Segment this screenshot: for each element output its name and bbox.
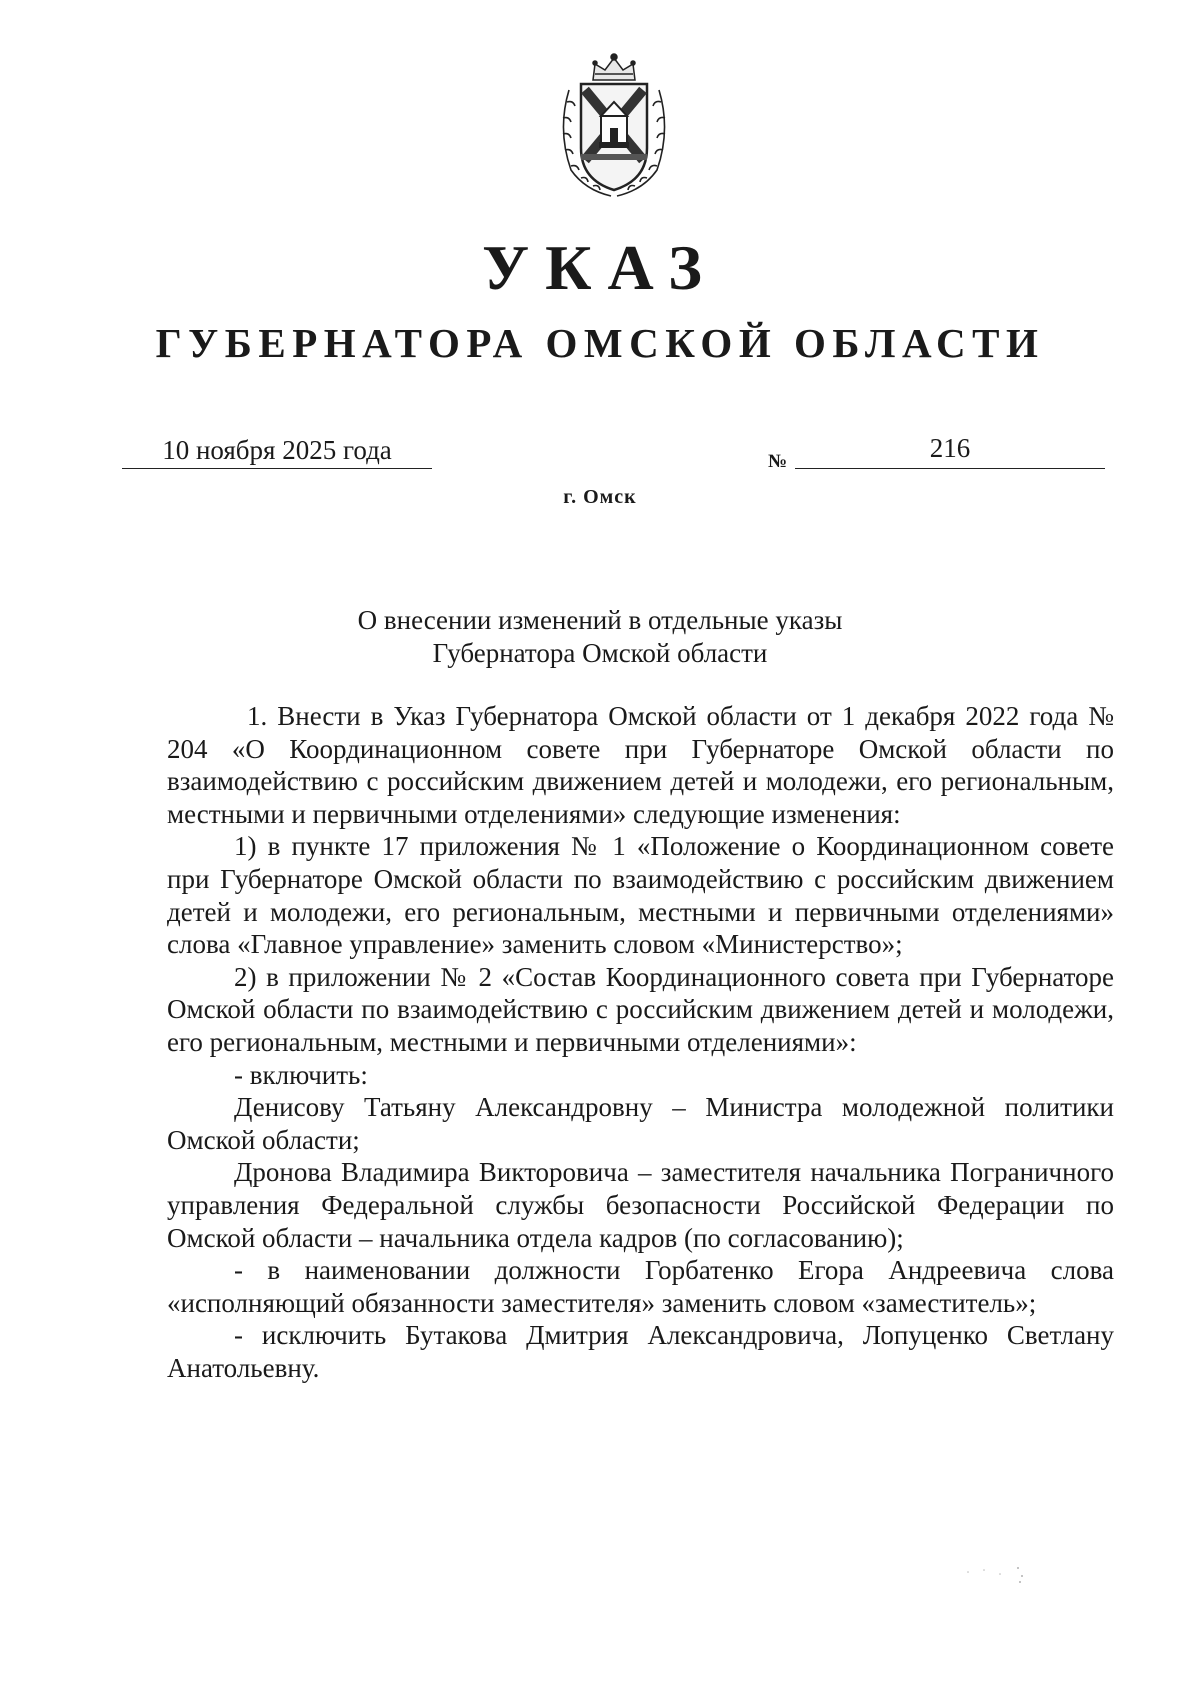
paragraph-5: Денисову Татьяну Александровну – Министра молодежной политики Омской области;	[167, 1092, 1114, 1155]
scan-artifact	[960, 1560, 1060, 1590]
number-underline	[795, 468, 1105, 469]
paragraph-1: 1. Внести в Указ Губернатора Омской области от 1 декабря 2022 года № 204 «О Координационном совете при Губернаторе Омской области по взаимодействию с российским движением детей и молодежи, его региональным, местными и первичными отделениями» следующие изменения:	[167, 701, 1114, 829]
document-city: г. Омск	[563, 486, 637, 508]
paragraph-6: Дронова Владимира Викторовича – заместителя начальника Пограничного управления Федеральной службы безопасности Российской Федерации по Омской области – начальника отдела кадров (по согласованию);	[167, 1157, 1114, 1253]
document-title: УКАЗ	[482, 232, 718, 303]
crown-icon	[593, 54, 635, 80]
paragraph-3: 2) в приложении № 2 «Состав Координационного совета при Губернаторе Омской области по взаимодействию с российским движением детей и молодежи, его региональным, местными и первичными отделениями»:	[167, 961, 1114, 1057]
heading-line-1: О внесении изменений в отдельные указы	[357, 605, 843, 635]
paragraph-7: - в наименовании должности Горбатенко Егора Андреевича слова «исполняющий обязанности заместителя» заменить словом «заместитель»;	[167, 1255, 1114, 1318]
date-underline	[122, 468, 432, 469]
number-sign: №	[768, 451, 788, 472]
coat-of-arms-emblem	[555, 50, 673, 200]
document-heading	[0, 604, 1200, 670]
paragraph-8: - исключить Бутакова Дмитрия Александровича, Лопуценко Светлану Анатольевну.	[167, 1320, 1114, 1383]
document-number: 216	[929, 433, 971, 463]
document-subtitle: ГУБЕРНАТОРА ОМСКОЙ ОБЛАСТИ	[155, 320, 1045, 366]
heading-line-2: Губернатора Омской области	[432, 638, 768, 668]
paragraph-2: 1) в пункте 17 приложения № 1 «Положение о Координационном совете при Губернаторе Омской области по взаимодействию с российским движением детей и молодежи, его региональным, местными и первичными отделениями» слова «Главное управление» заменить словом «Министерство»;	[167, 831, 1114, 960]
paragraph-4: - включить:	[234, 1059, 368, 1090]
document-date: 10 ноября 2025 года	[162, 435, 392, 465]
document-body	[167, 700, 1114, 1384]
